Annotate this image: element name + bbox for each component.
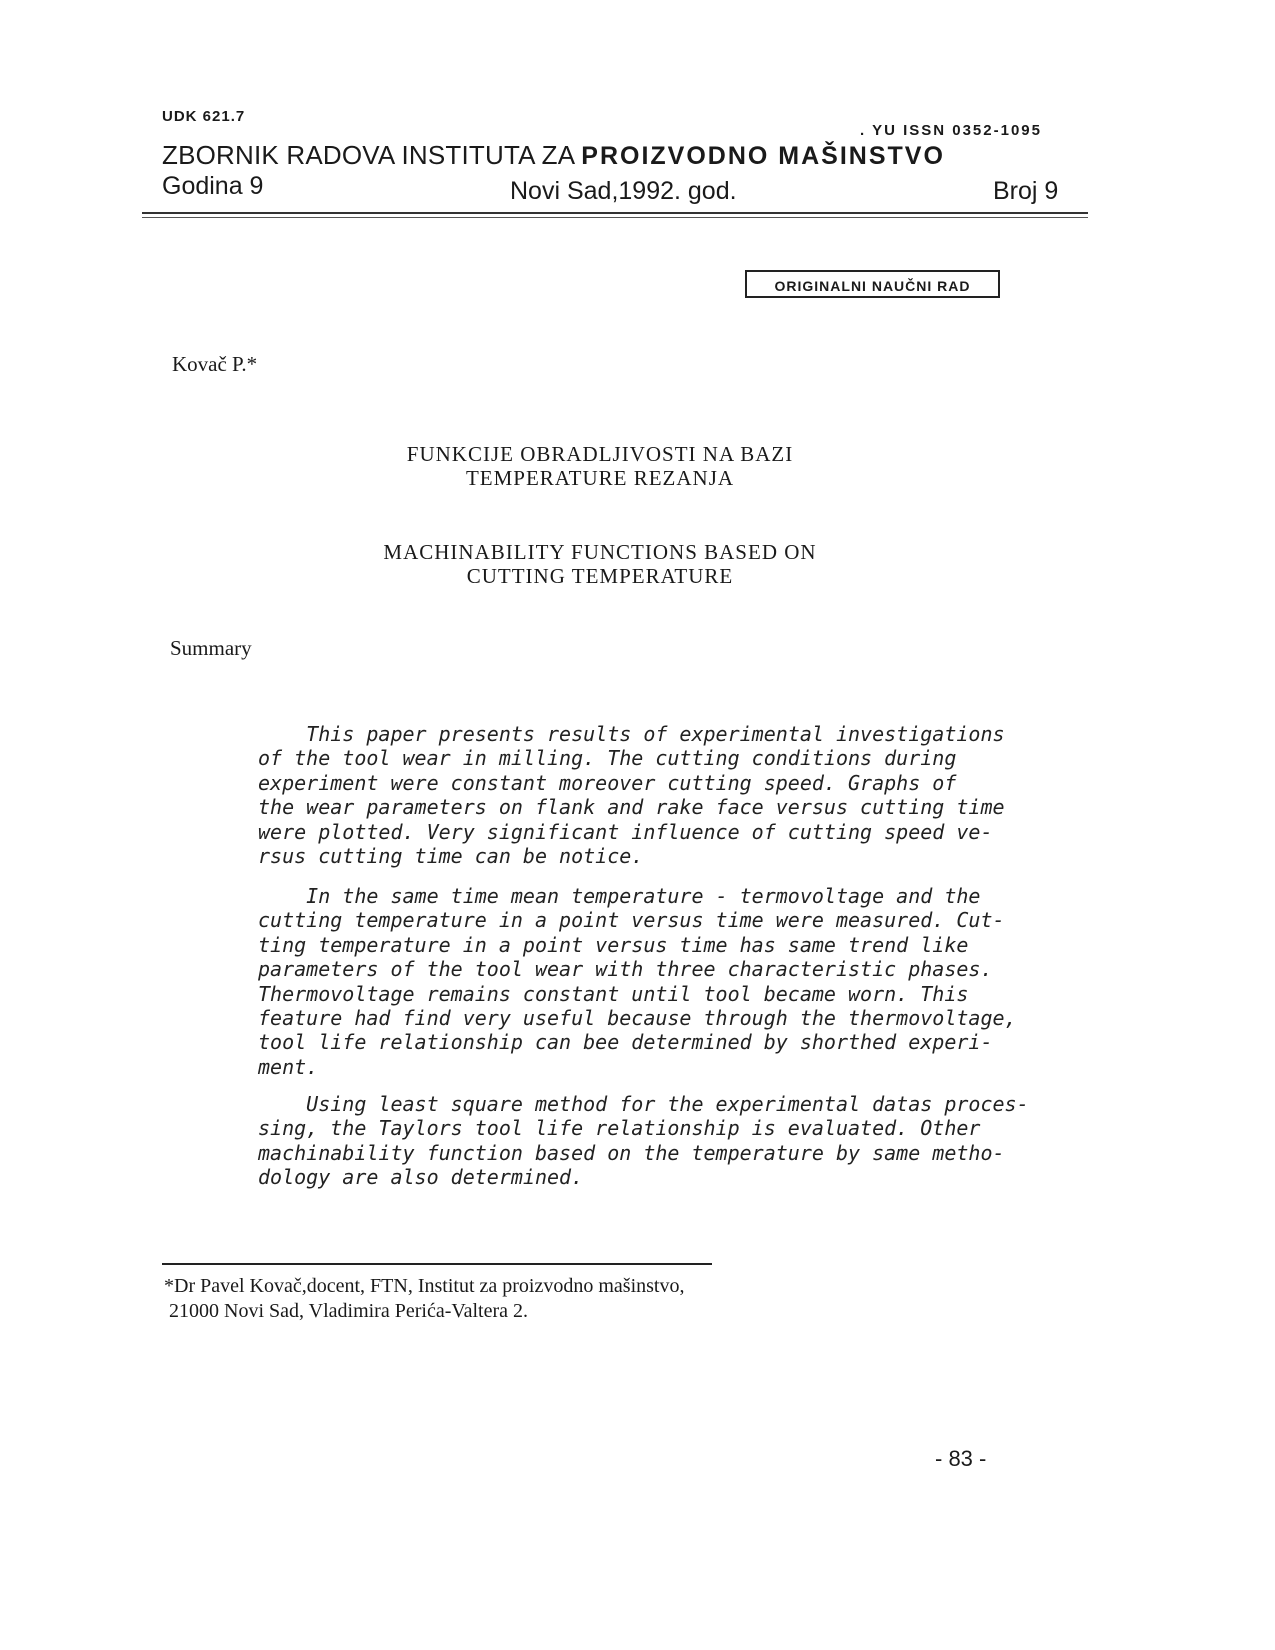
abstract-line: parameters of the tool wear with three characteristic phases.: [258, 957, 993, 982]
abstract-line: machinability function based on the temperature by same metho-: [258, 1140, 1005, 1165]
title-serbian-line: FUNKCIJE OBRADLJIVOSTI NA BAZI: [406, 442, 794, 466]
volume-year: Godina 9: [162, 172, 264, 200]
abstract-line: ting temperature in a point versus time has same trend like: [258, 932, 969, 957]
abstract-line: This paper presents results of experimental investigations: [258, 722, 1005, 746]
footnote-line: 21000 Novi Sad, Vladimira Perića-Valtera 2.: [164, 1300, 528, 1322]
abstract-paragraph: [258, 884, 1048, 1079]
abstract-line: Thermovoltage remains constant until tool became worn. This: [258, 981, 969, 1006]
journal-title: [162, 140, 945, 171]
footnote-rule: [162, 1263, 712, 1265]
title-serbian: [250, 442, 950, 490]
abstract-line: Using least square method for the experimental datas proces-: [258, 1092, 1029, 1116]
header-rule: [142, 212, 1088, 214]
title-serbian-line: TEMPERATURE REZANJA: [465, 466, 735, 490]
place-date: Novi Sad,1992. god.: [510, 177, 737, 205]
abstract-line: In the same time mean temperature - termovoltage and the: [258, 884, 981, 908]
abstract-line: of the tool wear in milling. The cutting conditions during: [258, 746, 957, 771]
footnote: [164, 1274, 684, 1324]
journal-title-regular: ZBORNIK RADOVA INSTITUTA ZA: [162, 140, 582, 170]
title-english-line: MACHINABILITY FUNCTIONS BASED ON: [383, 540, 817, 564]
udk-code: UDK 621.7: [162, 108, 246, 125]
abstract-line: were plotted. Very significant influence of cutting speed ve-: [258, 819, 993, 844]
issue-number: Broj 9: [993, 177, 1059, 205]
abstract-line: the wear parameters on flank and rake face versus cutting time: [258, 795, 1005, 820]
abstract-line: ment.: [258, 1054, 319, 1079]
issn-code: . YU ISSN 0352-1095: [860, 122, 1042, 139]
abstract-line: dology are also determined.: [258, 1165, 584, 1190]
abstract-line: experiment were constant moreover cutting speed. Graphs of: [258, 770, 957, 795]
abstract-line: sing, the Taylors tool life relationship is evaluated. Other: [258, 1116, 981, 1141]
header-rule-thin: [142, 217, 1088, 218]
journal-title-bold: PROIZVODNO MAŠINSTVO: [581, 142, 945, 170]
abstract-line: cutting temperature in a point versus time were measured. Cut-: [258, 908, 1005, 933]
page-number: - 83 -: [935, 1446, 987, 1471]
abstract-line: tool life relationship can bee determined by shorthed experi-: [258, 1030, 993, 1055]
footnote-line: *Dr Pavel Kovač,docent, FTN, Institut za proizvodno mašinstvo,: [164, 1275, 685, 1297]
title-english: [250, 540, 950, 588]
author: Kovač P.*: [172, 352, 258, 376]
abstract-line: feature had find very useful because through the thermovoltage,: [258, 1006, 1017, 1031]
abstract-paragraph: [258, 722, 1048, 868]
summary-heading: Summary: [170, 636, 252, 660]
title-english-line: CUTTING TEMPERATURE: [466, 564, 734, 588]
abstract-paragraph: [258, 1092, 1048, 1190]
abstract-line: rsus cutting time can be notice.: [258, 844, 644, 869]
paper-type-stamp: ORIGINALNI NAUČNI RAD: [745, 270, 1000, 298]
